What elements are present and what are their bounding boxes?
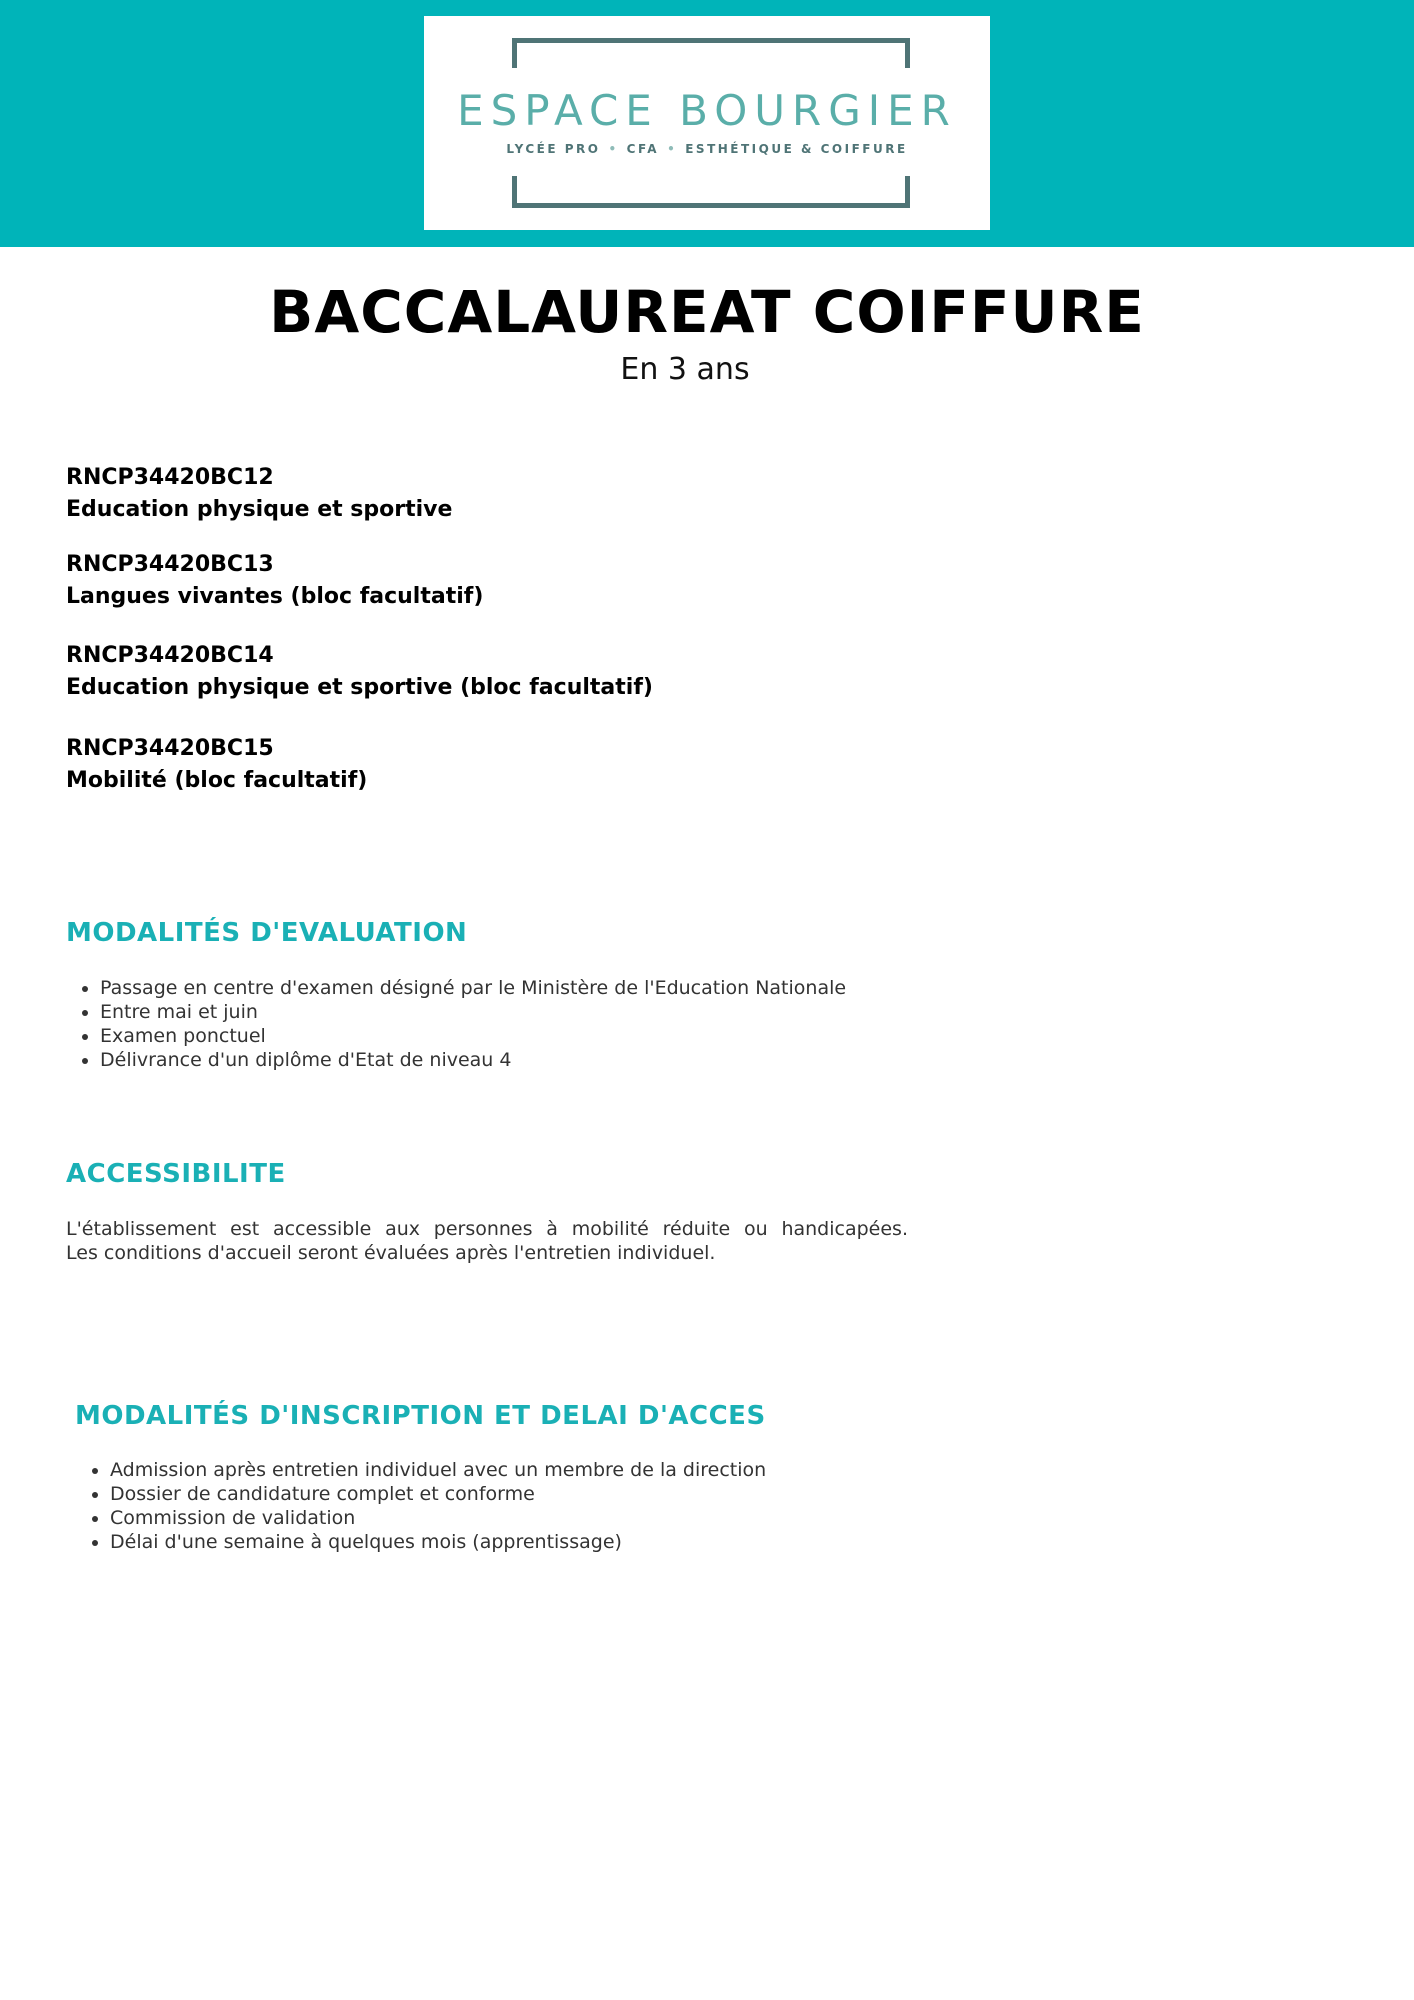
logo-subtitle — [424, 142, 990, 156]
list-item: • Entre mai et juin — [100, 1000, 846, 1024]
list-item: • Commission de validation — [110, 1506, 766, 1530]
accessibility-paragraph — [66, 1217, 908, 1265]
list-item: • Examen ponctuel — [100, 1024, 846, 1048]
evaluation-heading: MODALITÉS D'EVALUATION — [66, 918, 468, 948]
logo-frame-bottom — [512, 176, 910, 208]
logo-title: ESPACE BOURGIER — [457, 86, 957, 135]
block-code: RNCP34420BC15 — [66, 736, 274, 761]
block-label: Education physique et sportive (bloc facultatif) — [66, 675, 653, 700]
inscription-list — [76, 1458, 766, 1554]
list-item: • Dossier de candidature complet et conforme — [110, 1482, 766, 1506]
logo-frame-top — [512, 38, 910, 68]
page-subtitle: En 3 ans — [620, 352, 750, 387]
page-title: BACCALAUREAT COIFFURE — [269, 278, 1145, 346]
logo-subtitle-part: ESTHÉTIQUE & COIFFURE — [685, 142, 908, 156]
competency-block — [66, 462, 452, 526]
inscription-heading: MODALITÉS D'INSCRIPTION ET DELAI D'ACCES — [75, 1401, 766, 1431]
block-label: Langues vivantes (bloc facultatif) — [66, 584, 484, 609]
block-label: Mobilité (bloc facultatif) — [66, 768, 368, 793]
competency-block — [66, 549, 483, 613]
block-label: Education physique et sportive — [66, 497, 453, 522]
list-item: • Délivrance d'un diplôme d'Etat de niveau 4 — [100, 1048, 846, 1072]
logo-subtitle-part: LYCÉE PRO — [506, 142, 601, 156]
competency-block — [66, 640, 653, 704]
logo-separator: • — [608, 142, 619, 156]
logo-separator: • — [667, 142, 678, 156]
logo — [424, 16, 990, 230]
accessibility-line: Les conditions d'accueil seront évaluées après l'entretien individuel. — [66, 1242, 716, 1264]
block-code: RNCP34420BC12 — [66, 465, 274, 490]
header-band — [0, 0, 1414, 247]
accessibility-line: L'établissement est accessible aux personnes à mobilité réduite ou handicapées. — [66, 1218, 908, 1240]
list-item: • Délai d'une semaine à quelques mois (apprentissage) — [110, 1530, 766, 1554]
competency-block — [66, 733, 367, 797]
block-code: RNCP34420BC13 — [66, 552, 274, 577]
logo-subtitle-part: CFA — [626, 142, 660, 156]
list-item: • Admission après entretien individuel avec un membre de la direction — [110, 1458, 766, 1482]
accessibility-heading: ACCESSIBILITE — [66, 1159, 286, 1189]
evaluation-list — [66, 976, 846, 1072]
list-item: • Passage en centre d'examen désigné par le Ministère de l'Education Nationale — [100, 976, 846, 1000]
block-code: RNCP34420BC14 — [66, 643, 274, 668]
